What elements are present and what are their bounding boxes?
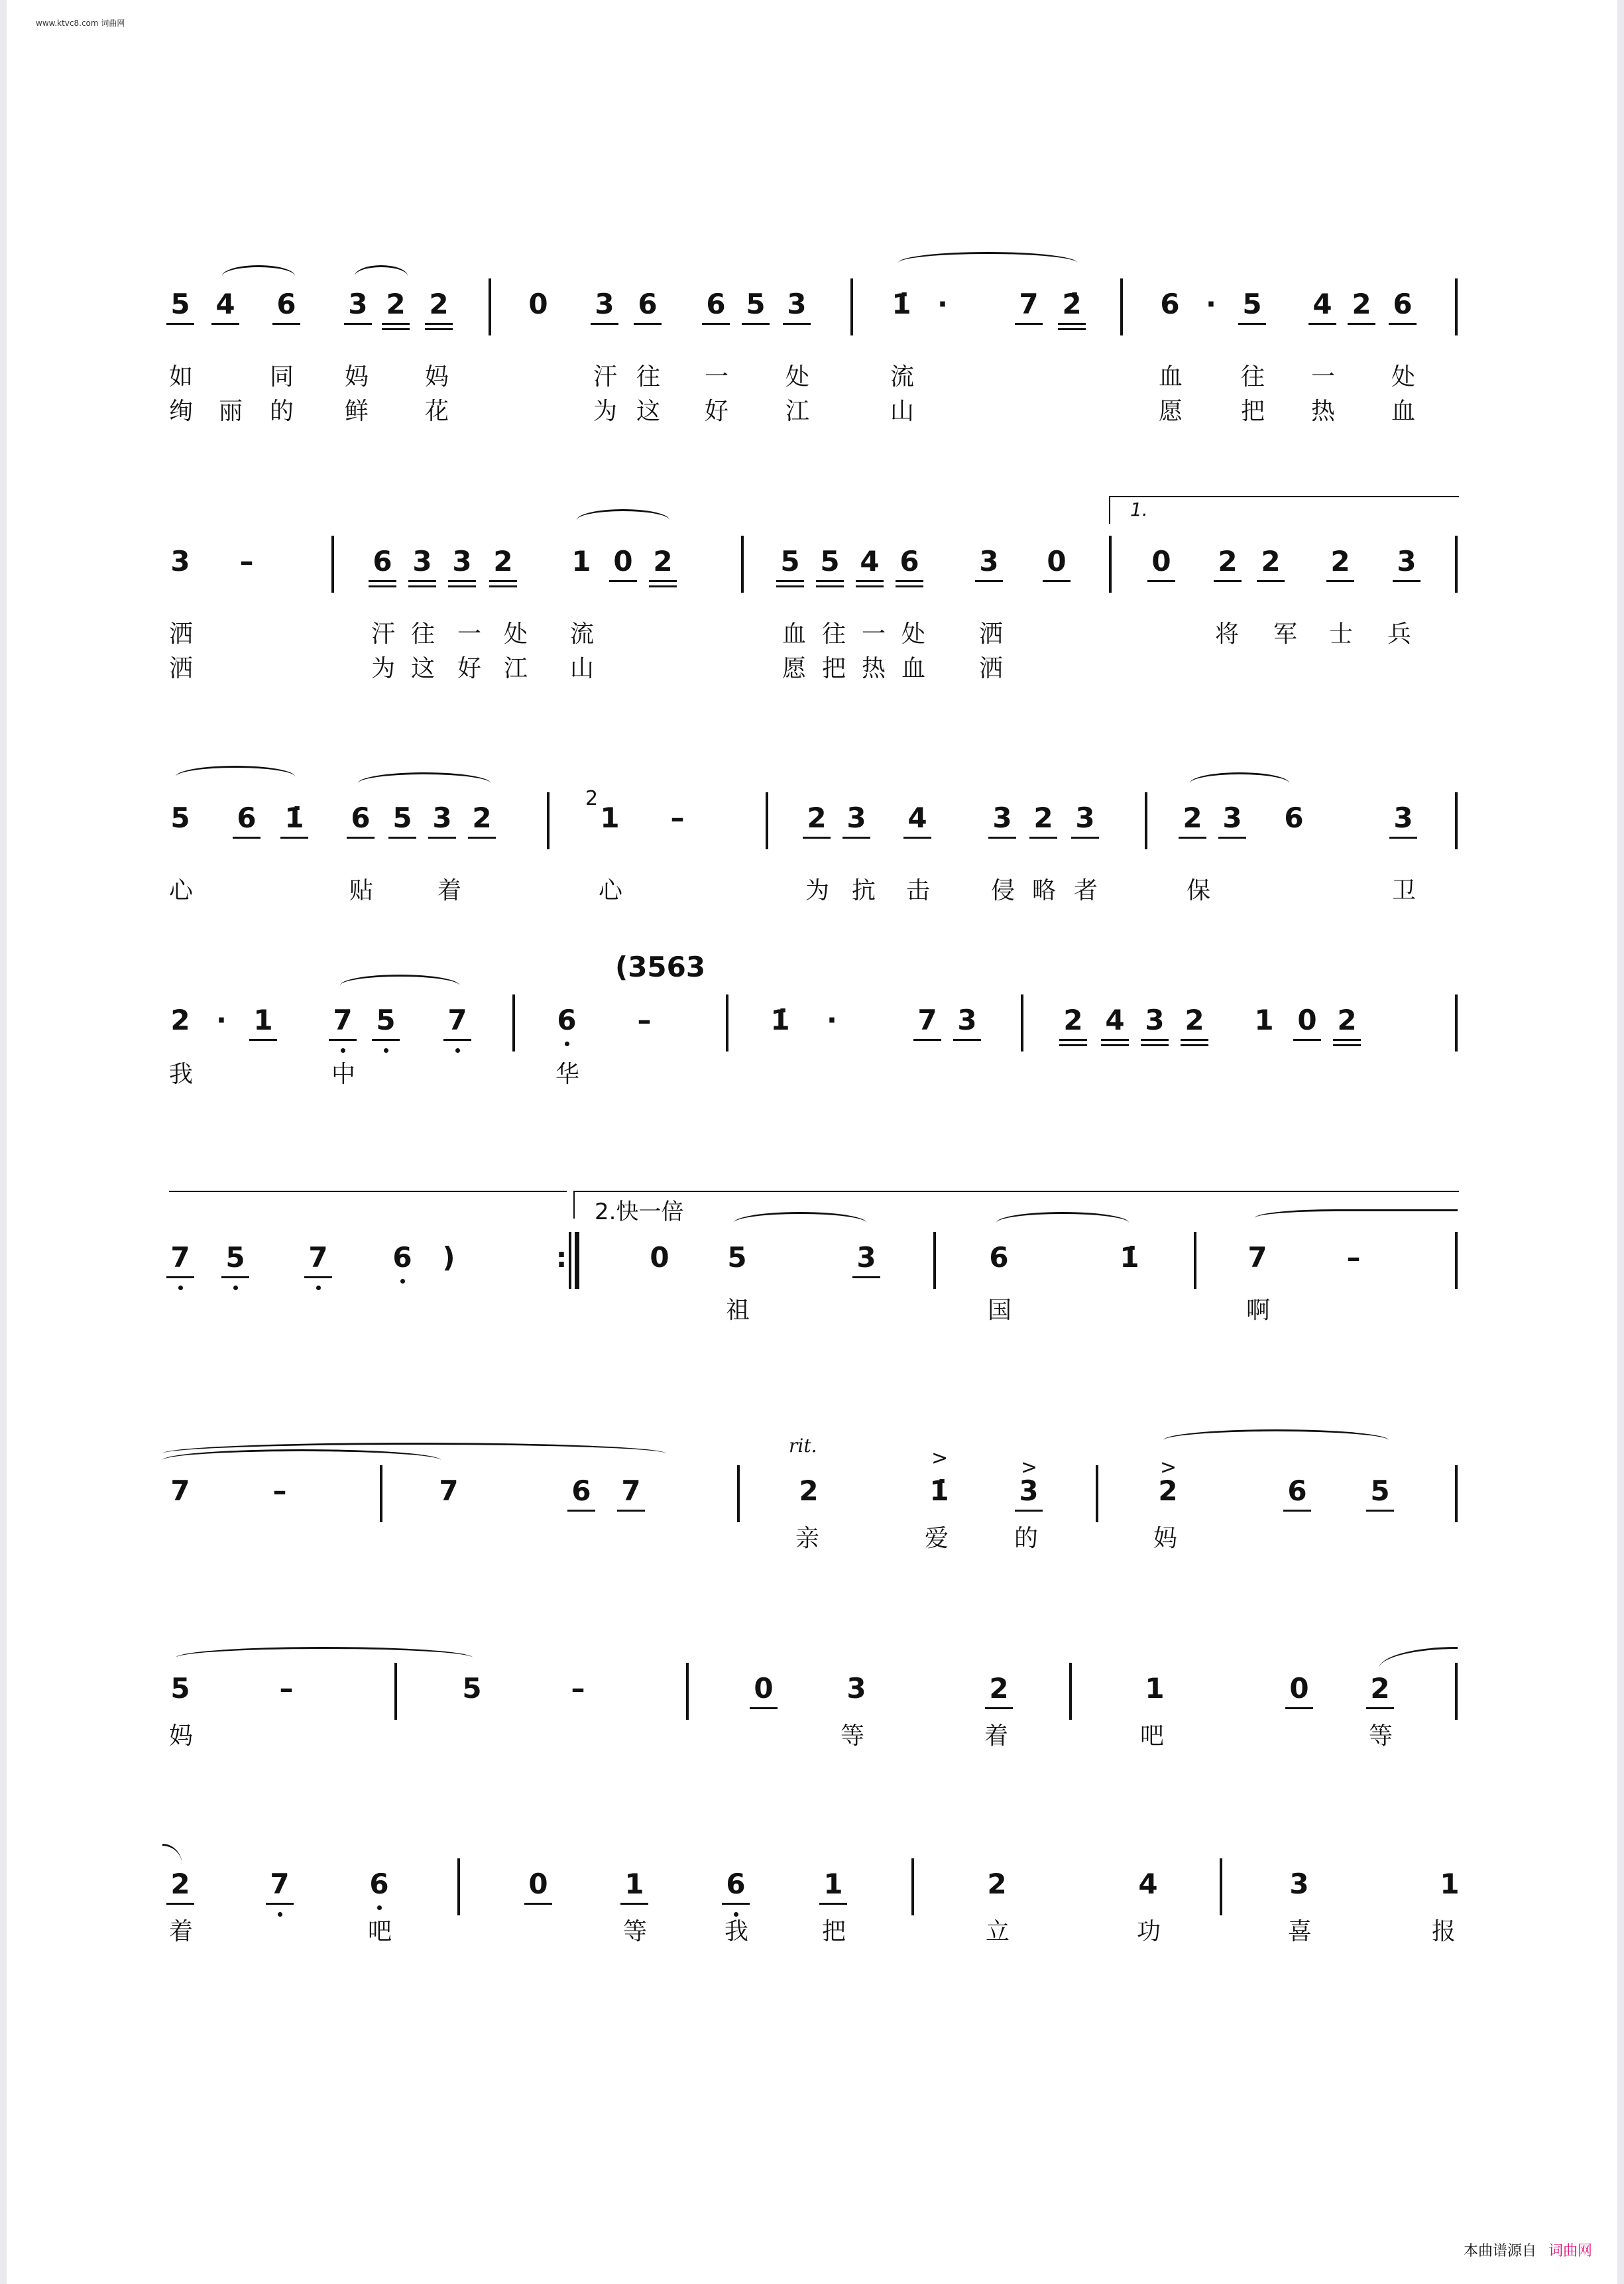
note: 1 [1145, 1672, 1165, 1705]
note: 2 [1183, 1006, 1206, 1034]
note: 2 [428, 290, 450, 318]
note: 2 [799, 1474, 819, 1507]
lyric: 军 [1273, 621, 1298, 648]
note: 6 [235, 804, 258, 832]
note: 3 [855, 1244, 878, 1272]
note: 2 [1329, 548, 1352, 575]
slur [176, 766, 295, 788]
note: 1 [252, 1006, 274, 1034]
notes-row [169, 994, 1458, 1061]
note: 1̇ [1120, 1241, 1139, 1274]
note: 6 [570, 1477, 593, 1505]
note: 2 [471, 804, 493, 832]
barline [1455, 1232, 1458, 1289]
lyric: 如 [169, 363, 194, 391]
lyric: 爱 [925, 1525, 949, 1552]
source-credit [1464, 2240, 1592, 2260]
note: 7 [439, 1474, 459, 1507]
lyric: 往 [1241, 363, 1265, 391]
note: 5 [819, 548, 841, 575]
lyric: 等 [841, 1722, 865, 1750]
tie [1255, 1209, 1458, 1231]
note: 6 [275, 290, 298, 318]
barline [1455, 278, 1458, 335]
note: 5 [779, 548, 801, 575]
note: 4 [906, 804, 929, 832]
note: 2 [1259, 548, 1282, 575]
lyric: 处 [1391, 363, 1416, 391]
tie [162, 1449, 441, 1471]
tie [176, 1647, 473, 1669]
barline [547, 792, 550, 849]
barline [1455, 536, 1458, 593]
dash: – [279, 1672, 294, 1705]
dash: – [272, 1474, 287, 1507]
note: 1̇ [892, 288, 911, 320]
lyric: 将 [1215, 621, 1240, 648]
repeat-barline [575, 1232, 579, 1289]
note: 4 [858, 548, 881, 575]
note: 5 [1241, 290, 1263, 318]
barline [741, 536, 744, 593]
lyric: 一 [862, 621, 886, 648]
note: 6 [1286, 1477, 1308, 1505]
slur [577, 509, 669, 531]
barline [726, 994, 728, 1052]
slur [996, 1212, 1129, 1234]
lyric: 丽 [219, 398, 243, 425]
note: 3 [845, 804, 868, 832]
accent-mark: > [1021, 1456, 1038, 1479]
note: 7 [446, 1006, 469, 1034]
note: 1 [623, 1870, 646, 1898]
note: 2 [805, 804, 828, 832]
note: 2 [492, 548, 514, 575]
lyric: 热 [862, 655, 886, 682]
note: 2 [1062, 1006, 1084, 1034]
dot: · [937, 288, 948, 320]
lyric: 立 [986, 1918, 1010, 1945]
note: 7 [331, 1006, 354, 1034]
lyric: 卫 [1392, 877, 1417, 904]
note: 0 [1288, 1675, 1310, 1703]
barline [569, 1232, 571, 1289]
note: 3 [593, 290, 616, 318]
lyric: 祖 [726, 1297, 750, 1324]
note: 6 [1391, 290, 1414, 318]
note: 7 [268, 1870, 291, 1898]
barline [1096, 1465, 1098, 1522]
note: 3 [785, 290, 808, 318]
lyric: 吧 [1140, 1722, 1165, 1750]
note: 6 [368, 1870, 390, 1898]
note: 7 [620, 1477, 642, 1505]
ending-label: 1. [1130, 499, 1148, 520]
lyric: 略 [1032, 877, 1057, 904]
lyric: 心 [599, 877, 623, 904]
note: 6 [1160, 288, 1180, 320]
lyric: 亲 [795, 1525, 820, 1552]
dot: · [827, 1004, 837, 1036]
lyric: 洒 [979, 655, 1004, 682]
barline [1109, 536, 1112, 593]
barline [1021, 994, 1023, 1052]
lyric: 击 [906, 877, 931, 904]
note: 0 [1296, 1006, 1318, 1034]
lyric: 侵 [991, 877, 1015, 904]
lyric: 山 [570, 655, 595, 682]
site-url: www.ktvc8.com 词曲网 [36, 19, 125, 28]
slur [734, 1212, 866, 1234]
lyrics-verse-1 [169, 358, 1458, 398]
note: 6 [705, 290, 727, 318]
lyric: 同 [270, 363, 294, 391]
lyric: 愿 [1159, 398, 1183, 425]
ending-label: 2.快一倍 [595, 1199, 684, 1225]
lyric: 妈 [345, 363, 369, 391]
lyric: 汗 [593, 363, 618, 391]
lyric: 把 [822, 1918, 846, 1945]
note: 6 [371, 548, 394, 575]
barline [489, 278, 491, 335]
slur [355, 265, 408, 287]
note: 4 [1104, 1006, 1126, 1034]
lyric: 抗 [852, 877, 876, 904]
note: 5 [170, 802, 190, 834]
slur [1163, 1429, 1389, 1451]
note: 4 [1138, 1868, 1158, 1900]
lyric: 热 [1311, 398, 1336, 425]
lyric: 为 [371, 655, 396, 682]
note: 7 [1247, 1241, 1267, 1274]
lyric: 好 [705, 398, 729, 425]
lyric: 愿 [782, 655, 807, 682]
note: 5 [170, 1672, 190, 1705]
note: 2 [987, 1868, 1007, 1900]
barline [1455, 792, 1458, 849]
lyric: 吧 [368, 1918, 392, 1945]
barline [766, 792, 768, 849]
note: 5 [375, 1006, 397, 1034]
first-ending-bracket [1109, 496, 1459, 524]
interlude-close: ) [442, 1241, 455, 1274]
note: 4 [1311, 290, 1334, 318]
lyric: 这 [636, 398, 661, 425]
dash: – [1346, 1241, 1361, 1274]
barline [933, 1232, 936, 1289]
note: 6 [898, 548, 921, 575]
barline [331, 536, 334, 593]
lyric: 着 [437, 877, 462, 904]
lyrics-verse-2 [169, 650, 1458, 690]
barline [1455, 1465, 1458, 1522]
note: 1 [571, 545, 591, 577]
lyrics-verse-1 [169, 1055, 1458, 1095]
lyric: 着 [984, 1722, 1009, 1750]
lyric: 华 [555, 1061, 580, 1088]
note: 3 [978, 548, 1000, 575]
note: 0 [752, 1675, 775, 1703]
lyric: 等 [623, 1918, 648, 1945]
note: 6 [725, 1870, 747, 1898]
note: 6 [1284, 802, 1304, 834]
lyric: 血 [1159, 363, 1183, 391]
note: 2 [1032, 804, 1055, 832]
lyric: 往 [411, 621, 435, 648]
note: 2 [652, 548, 674, 575]
source-label: 本曲谱源自 [1463, 2243, 1537, 2259]
lyric: 把 [822, 655, 846, 682]
tempo-mark: rit. [789, 1435, 817, 1457]
note: 2 [988, 1675, 1010, 1703]
note: 3 [991, 804, 1014, 832]
note: 6 [636, 290, 659, 318]
lyric: 妈 [169, 1722, 194, 1750]
note: 6 [989, 1241, 1009, 1274]
lyric: 为 [805, 877, 830, 904]
slur [222, 265, 295, 287]
lyric: 我 [169, 1061, 194, 1088]
note: 7 [170, 1474, 190, 1507]
lyric: 保 [1187, 877, 1211, 904]
barline [911, 1858, 914, 1915]
note: 7 [1017, 290, 1040, 318]
dash: – [637, 1004, 652, 1036]
notes-row [169, 536, 1458, 602]
note: 1̇ [283, 804, 306, 832]
lyric: 山 [890, 398, 915, 425]
note: 3 [347, 290, 369, 318]
note: 3 [1392, 804, 1415, 832]
brand-link[interactable]: 词曲网 [1548, 2243, 1592, 2259]
note: 3 [1017, 1477, 1040, 1505]
lyric: 血 [901, 655, 926, 682]
lyric: 的 [270, 398, 294, 425]
lyric: 一 [705, 363, 729, 391]
note: 5 [169, 290, 192, 318]
note: 3 [1289, 1868, 1309, 1900]
note: 3 [1221, 804, 1244, 832]
lyrics-verse-1 [169, 1717, 1458, 1757]
lyric: 处 [504, 621, 528, 648]
lyric: 着 [169, 1918, 194, 1945]
lyric: 江 [785, 398, 810, 425]
lyric: 心 [169, 877, 194, 904]
note: 1̇ [770, 1004, 790, 1036]
lyric: 者 [1074, 877, 1098, 904]
lyric: 鲜 [345, 398, 369, 425]
tie [1379, 1647, 1458, 1669]
barline [1145, 792, 1147, 849]
lyrics-verse-1 [169, 1913, 1458, 1953]
lyric: 一 [1311, 363, 1336, 391]
note: 7 [916, 1006, 939, 1034]
lyrics-verse-1 [169, 1520, 1458, 1559]
lyric: 啊 [1246, 1297, 1271, 1324]
notes-row [169, 787, 1458, 859]
repeat-dots: : [555, 1241, 567, 1274]
note: 5 [462, 1672, 482, 1705]
lyric: 一 [457, 621, 482, 648]
lyric: 中 [331, 1061, 356, 1088]
note: 2 [170, 1004, 190, 1036]
note: 3 [1074, 804, 1096, 832]
note: 1 [600, 802, 620, 834]
lyric: 贴 [349, 877, 374, 904]
note: 1̇ [929, 1474, 949, 1507]
lyric: 把 [1241, 398, 1265, 425]
right-margin-strip [1617, 0, 1624, 2284]
barline [1069, 1663, 1072, 1720]
note: 2̇ [1061, 290, 1083, 318]
note: 2 [1158, 1474, 1178, 1507]
lyric: 报 [1432, 1918, 1456, 1945]
slur [898, 252, 1077, 274]
lyric: 这 [411, 655, 435, 682]
note: 6 [555, 1006, 578, 1034]
note: 3 [956, 1006, 978, 1034]
note: 3 [846, 1672, 866, 1705]
notes-row [169, 1232, 1458, 1298]
lyrics-verse-1 [169, 1292, 1458, 1331]
note: 0 [528, 288, 548, 320]
lyric: 往 [822, 621, 846, 648]
grace-note: 2 [585, 787, 599, 810]
note: 3 [451, 548, 473, 575]
note: 7 [307, 1244, 329, 1272]
lyric: 功 [1137, 1918, 1161, 1945]
note: 5 [1369, 1477, 1391, 1505]
left-margin-strip [0, 0, 7, 2284]
accent-mark: > [931, 1447, 949, 1470]
barline [737, 1465, 740, 1522]
dot: · [216, 1004, 227, 1036]
lyric: 好 [457, 655, 482, 682]
lyric: 血 [782, 621, 807, 648]
note: 0 [650, 1241, 669, 1274]
barline [1455, 994, 1458, 1052]
note: 3 [170, 545, 190, 577]
dash: – [670, 802, 685, 834]
lyric: 等 [1369, 1722, 1393, 1750]
slur [340, 975, 459, 996]
barline [380, 1465, 382, 1522]
note: 5 [727, 1241, 747, 1274]
note: 3 [1143, 1006, 1166, 1034]
lyric: 士 [1329, 621, 1354, 648]
lyric: 洒 [169, 655, 194, 682]
note: 0 [1045, 548, 1068, 575]
lyric: 兵 [1387, 621, 1412, 648]
barline [512, 994, 515, 1052]
note: 1 [1254, 1004, 1274, 1036]
barline [850, 278, 853, 335]
note: 4 [214, 290, 237, 318]
barline [394, 1663, 397, 1720]
note: 2 [1181, 804, 1204, 832]
lyrics-verse-1 [169, 615, 1458, 655]
lyrics-verse-2 [169, 392, 1458, 432]
dash: – [239, 545, 254, 577]
note: 3 [1395, 548, 1418, 575]
accent-mark: > [1160, 1456, 1177, 1479]
lyrics-verse-1 [169, 872, 1458, 912]
barline [686, 1663, 689, 1720]
lyric: 为 [593, 398, 618, 425]
note: 7 [169, 1244, 192, 1272]
lyric: 处 [785, 363, 810, 391]
lyric: 国 [988, 1297, 1012, 1324]
notes-row [169, 278, 1458, 345]
dash: – [571, 1672, 585, 1705]
lyric: 处 [901, 621, 926, 648]
note: 5 [391, 804, 414, 832]
lyric: 花 [425, 398, 449, 425]
note: 0 [1150, 548, 1173, 575]
note: 0 [527, 1870, 550, 1898]
barline [1194, 1232, 1196, 1289]
lyric: 妈 [1153, 1525, 1178, 1552]
barline [1120, 278, 1123, 335]
barline [1220, 1858, 1222, 1915]
lyric: 我 [725, 1918, 749, 1945]
tie [162, 1844, 182, 1866]
interlude-marker: (3563 [615, 951, 706, 983]
lyric: 喜 [1288, 1918, 1312, 1945]
slur [1190, 772, 1289, 794]
note: 2 [1216, 548, 1239, 575]
note: 1 [1440, 1868, 1460, 1900]
lyric: 往 [636, 363, 661, 391]
note: 6 [349, 804, 372, 832]
note: 2 [1350, 290, 1373, 318]
note: 2 [169, 1870, 192, 1898]
lyric: 妈 [425, 363, 449, 391]
note: 5 [224, 1244, 247, 1272]
lyric: 血 [1391, 398, 1416, 425]
lyric: 汗 [371, 621, 396, 648]
note: 2 [1369, 1675, 1391, 1703]
slur [358, 772, 491, 794]
lyric: 的 [1014, 1525, 1039, 1552]
lyric: 洒 [979, 621, 1004, 648]
note: 1 [822, 1870, 844, 1898]
lyric: 绚 [169, 398, 194, 425]
barline [457, 1858, 460, 1915]
lyric: 洒 [169, 621, 194, 648]
dot: · [1206, 288, 1216, 320]
note: 0 [612, 548, 634, 575]
lyric: 流 [570, 621, 595, 648]
note: 3 [431, 804, 453, 832]
lyric: 流 [890, 363, 915, 391]
first-ending-continuation [169, 1191, 567, 1219]
note: 3 [411, 548, 434, 575]
note: 2 [384, 290, 407, 318]
barline [1455, 1663, 1458, 1720]
note: 2 [1336, 1006, 1358, 1034]
lyric: 江 [504, 655, 528, 682]
note: 6 [391, 1244, 414, 1272]
note: 5 [744, 290, 767, 318]
